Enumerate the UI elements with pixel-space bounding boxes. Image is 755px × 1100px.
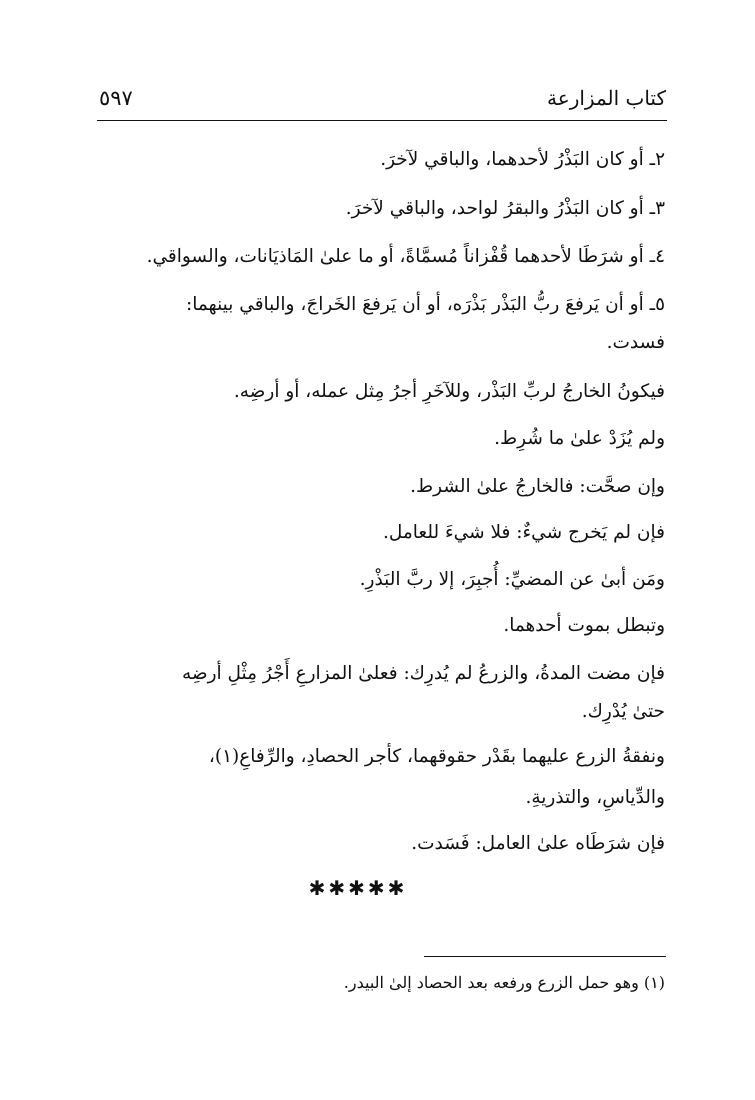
text-line-item-5: ٥ـ أو أن يَرفعَ ربُّ البَذْر بَذْرَه، أو أن يَرفعَ الخَراجَ، والباقي بينهما: <box>185 294 665 315</box>
text-line-paragraph: ولم يُزَدْ علىٰ ما شُرِط. <box>494 428 665 449</box>
section-separator: ✱✱✱✱✱ <box>308 876 408 900</box>
text-line-paragraph: ومَن أبىٰ عن المضيِّ: أُجبِرَ، إلا ربَّ البَذْرِ. <box>359 569 665 590</box>
footnote-1: (١) وهو حمل الزرع ورفعه بعد الحصاد إلىٰ البيدر. <box>343 973 665 992</box>
text-line-paragraph: فإن لم يَخرج شيءٌ: فلا شيءَ للعامل. <box>382 522 665 543</box>
page-number: ٥٩٧ <box>99 86 133 110</box>
running-header <box>97 84 666 116</box>
text-line-paragraph: ونفقةُ الزرع عليهما بقَدْر حقوقهما، كأجر الحصادِ، والرِّفاعِ(١)، <box>208 746 665 767</box>
chapter-title: كتاب المزارعة <box>547 86 666 110</box>
text-line-paragraph: فإن مضت المدةُ، والزرعُ لم يُدرِك: فعلىٰ المزارعِ أَجْرُ مِثْلِ أرضِه <box>181 663 665 684</box>
text-line-item-5-continuation: فسدت. <box>606 332 665 353</box>
text-line-paragraph: وإن صحَّت: فالخارجُ علىٰ الشرط. <box>410 476 665 497</box>
text-line-paragraph-continuation: والدِّياسِ، والتذريةِ. <box>525 787 665 808</box>
text-line-paragraph: فإن شرَطَاه علىٰ العامل: فَسَدت. <box>411 833 665 854</box>
text-line-paragraph: وتبطل بموت أحدهما. <box>503 615 665 636</box>
text-line-item-4: ٤ـ أو شرَطَا لأحدهما قُفْزاناً مُسمَّاةً، أو ما علىٰ المَاذيَانات، والسواقي. <box>146 246 665 267</box>
text-line-item-3: ٣ـ أو كان البَذْرُ والبقرُ لواحد، والباقي لآخرَ. <box>345 198 665 219</box>
text-line-paragraph: فيكونُ الخارجُ لربِّ البَذْر، وللآخَرِ أجرُ مِثل عمله، أو أرضِه. <box>233 381 665 402</box>
footnote-rule <box>424 956 666 957</box>
text-line-item-2: ٢ـ أو كان البَذْرُ لأحدهما، والباقي لآخرَ. <box>380 149 665 170</box>
header-rule <box>97 120 667 121</box>
text-line-paragraph-continuation: حتىٰ يُدْرِك. <box>581 701 665 722</box>
